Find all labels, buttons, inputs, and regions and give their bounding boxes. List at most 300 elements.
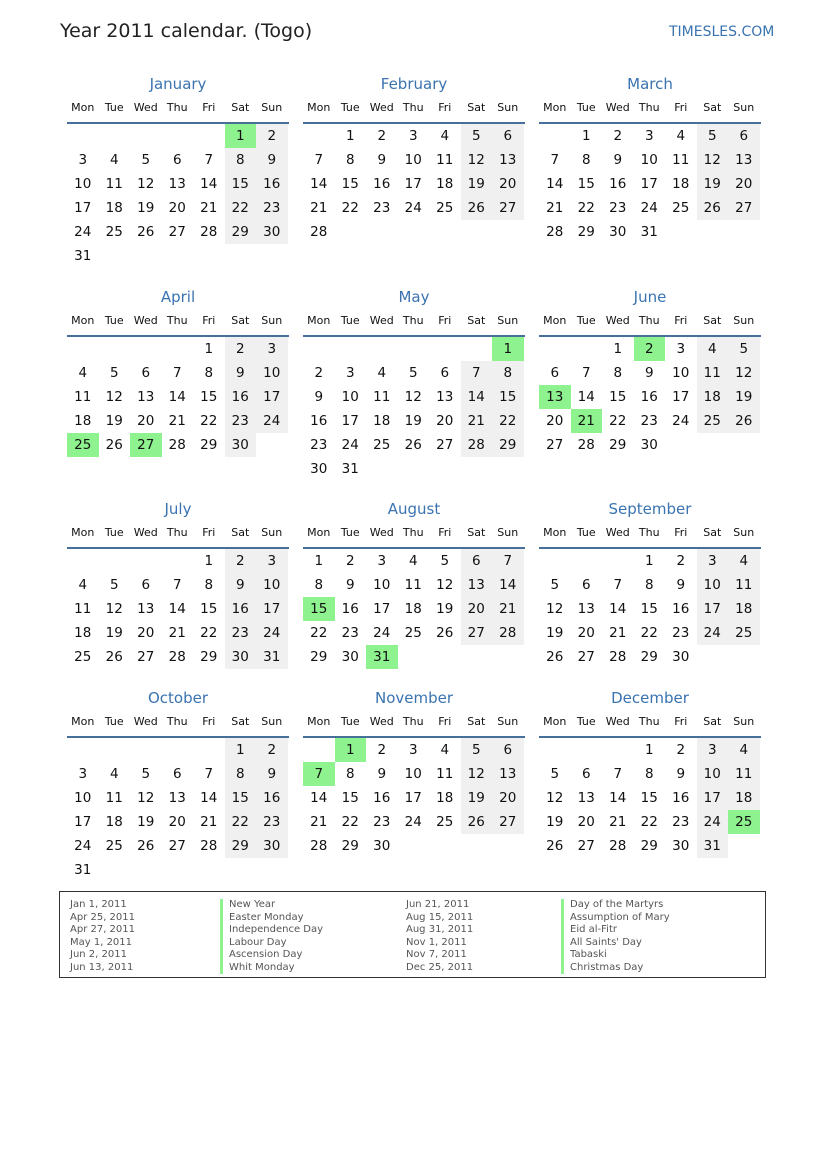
day-cell: 25 <box>697 409 729 433</box>
day-cell: 28 <box>200 224 218 240</box>
legend-dates-left <box>70 899 135 974</box>
weekday-label: Tue <box>104 314 124 327</box>
month-name: December <box>611 689 689 707</box>
day-cell: 16 <box>672 790 690 806</box>
day-cell: 14 <box>492 573 524 597</box>
weekday-label: Thu <box>166 314 188 327</box>
day-cell: 8 <box>225 148 257 172</box>
day-cell: 27 <box>436 437 454 453</box>
empty-cell <box>539 738 571 762</box>
weekday-label: Mon <box>543 101 567 114</box>
legend-date: Dec 25, 2011 <box>406 961 474 973</box>
empty-cell <box>539 549 571 573</box>
weekday-label: Sat <box>231 314 250 327</box>
day-cell: 2 <box>225 337 257 361</box>
weekday-label: Wed <box>133 101 158 114</box>
weekday-label: Fri <box>438 715 452 728</box>
day-cell: 29 <box>341 838 359 854</box>
weekday-label: Wed <box>369 314 394 327</box>
weekday-label: Wed <box>369 526 394 539</box>
weekday-label: Sun <box>261 101 283 114</box>
day-cell: 14 <box>546 176 564 192</box>
day-cell: 24 <box>373 625 391 641</box>
legend-date: Apr 27, 2011 <box>70 924 136 935</box>
day-cell: 21 <box>200 200 218 216</box>
day-cell: 8 <box>204 577 214 593</box>
weekday-label: Sun <box>733 314 755 327</box>
weekday-label: Thu <box>638 101 660 114</box>
empty-cell <box>67 124 99 148</box>
weekday-label: Tue <box>340 715 360 728</box>
weekday-label: Fri <box>674 101 688 114</box>
weekday-label: Sun <box>497 715 519 728</box>
day-cell: 7 <box>204 766 214 782</box>
day-cell: 2 <box>314 365 324 381</box>
day-cell: 4 <box>676 128 686 144</box>
day-cell: 16 <box>341 601 359 617</box>
day-cell: 21 <box>168 625 186 641</box>
day-cell: 2 <box>676 742 686 758</box>
weekday-header <box>539 311 761 337</box>
weekday-label: Sat <box>467 715 486 728</box>
day-grid <box>303 124 525 244</box>
day-cell: 30 <box>672 838 690 854</box>
day-cell: 11 <box>728 762 760 786</box>
day-cell: 18 <box>105 200 123 216</box>
day-cell: 20 <box>168 814 186 830</box>
day-cell: 24 <box>697 621 729 645</box>
day-cell: 3 <box>377 553 387 569</box>
weekday-label: Mon <box>71 101 95 114</box>
day-cell: 17 <box>697 786 729 810</box>
day-cell: 3 <box>256 549 288 573</box>
day-cell: 10 <box>341 389 359 405</box>
day-grid <box>67 337 289 457</box>
day-cell: 1 <box>644 553 654 569</box>
day-cell: 21 <box>609 814 627 830</box>
day-cell: 25 <box>672 200 690 216</box>
day-cell: 25 <box>105 838 123 854</box>
day-cell: 13 <box>492 148 524 172</box>
month-name: June <box>633 288 667 306</box>
day-cell: 10 <box>74 790 92 806</box>
month-december <box>539 686 761 858</box>
day-cell: 13 <box>137 389 155 405</box>
holiday-day-cell: 25 <box>728 810 760 834</box>
day-cell: 6 <box>581 766 591 782</box>
day-cell: 4 <box>109 766 119 782</box>
weekday-label: Wed <box>369 101 394 114</box>
weekday-label: Wed <box>133 314 158 327</box>
legend-date: Aug 15, 2011 <box>406 911 474 923</box>
day-grid <box>67 124 289 268</box>
day-cell: 27 <box>461 621 493 645</box>
day-cell: 24 <box>74 838 92 854</box>
day-cell: 14 <box>310 790 328 806</box>
day-cell: 12 <box>728 361 760 385</box>
holiday-day-cell: 1 <box>335 738 367 762</box>
day-cell: 11 <box>105 176 123 192</box>
month-name: October <box>147 689 209 707</box>
day-cell: 2 <box>256 738 288 762</box>
weekday-label: Sat <box>231 101 250 114</box>
day-cell: 1 <box>581 128 591 144</box>
day-cell: 12 <box>461 762 493 786</box>
day-cell: 8 <box>613 365 623 381</box>
weekday-label: Fri <box>438 526 452 539</box>
legend-holiday-name: Day of the Martyrs <box>561 899 670 912</box>
weekday-label: Sat <box>703 101 722 114</box>
weekday-label: Wed <box>369 715 394 728</box>
weekday-label: Fri <box>674 715 688 728</box>
day-cell: 8 <box>225 762 257 786</box>
empty-cell <box>366 337 398 361</box>
day-cell: 1 <box>613 341 623 357</box>
day-cell: 29 <box>200 437 218 453</box>
day-grid <box>303 549 525 669</box>
weekday-label: Mon <box>71 526 95 539</box>
weekday-label: Mon <box>71 715 95 728</box>
weekday-label: Fri <box>202 101 216 114</box>
empty-cell <box>303 738 335 762</box>
day-cell: 15 <box>225 172 257 196</box>
day-cell: 1 <box>204 341 214 357</box>
day-cell: 14 <box>461 385 493 409</box>
holiday-day-cell: 2 <box>634 337 666 361</box>
day-cell: 17 <box>256 597 288 621</box>
month-name: February <box>380 75 448 93</box>
day-cell: 16 <box>672 601 690 617</box>
day-cell: 28 <box>609 838 627 854</box>
day-cell: 14 <box>200 176 218 192</box>
legend-date: May 1, 2011 <box>70 936 133 948</box>
day-grid <box>67 549 289 669</box>
day-cell: 3 <box>676 341 686 357</box>
day-grid <box>303 738 525 858</box>
day-cell: 22 <box>609 413 627 429</box>
day-cell: 19 <box>546 625 564 641</box>
day-cell: 28 <box>168 649 186 665</box>
day-cell: 13 <box>436 389 454 405</box>
site-link[interactable]: TIMESLES.COM <box>669 24 775 40</box>
empty-cell <box>602 738 634 762</box>
legend-holiday-name: Easter Monday <box>220 912 323 925</box>
legend-names-right <box>561 899 670 974</box>
weekday-header <box>67 523 289 549</box>
day-cell: 25 <box>373 437 391 453</box>
month-september <box>539 497 761 669</box>
day-cell: 20 <box>577 625 595 641</box>
day-cell: 26 <box>728 409 760 433</box>
day-cell: 23 <box>672 814 690 830</box>
day-cell: 14 <box>310 176 328 192</box>
day-cell: 11 <box>672 152 690 168</box>
day-cell: 9 <box>345 577 355 593</box>
day-cell: 23 <box>341 625 359 641</box>
day-cell: 21 <box>461 409 493 433</box>
day-cell: 7 <box>581 365 591 381</box>
legend-holiday-name: Labour Day <box>220 937 323 950</box>
month-name: January <box>149 75 207 93</box>
weekday-label: Wed <box>605 715 630 728</box>
weekday-label: Thu <box>166 715 188 728</box>
weekday-label: Mon <box>307 715 331 728</box>
day-cell: 17 <box>373 601 391 617</box>
month-name: July <box>164 500 192 518</box>
weekday-label: Tue <box>104 526 124 539</box>
day-cell: 4 <box>109 152 119 168</box>
day-cell: 16 <box>310 413 328 429</box>
day-cell: 14 <box>609 790 627 806</box>
legend-names-left <box>220 899 323 974</box>
day-cell: 18 <box>728 597 760 621</box>
day-cell: 25 <box>404 625 422 641</box>
day-cell: 12 <box>436 577 454 593</box>
day-cell: 14 <box>200 790 218 806</box>
month-name: November <box>374 689 454 707</box>
day-cell: 4 <box>78 365 88 381</box>
day-cell: 4 <box>728 549 760 573</box>
day-cell: 21 <box>609 625 627 641</box>
day-cell: 5 <box>440 553 450 569</box>
day-cell: 10 <box>640 152 658 168</box>
day-cell: 17 <box>404 176 422 192</box>
day-cell: 31 <box>74 248 92 264</box>
day-cell: 18 <box>728 786 760 810</box>
day-cell: 24 <box>672 413 690 429</box>
weekday-label: Sun <box>497 526 519 539</box>
day-cell: 3 <box>697 549 729 573</box>
day-cell: 23 <box>609 200 627 216</box>
day-cell: 24 <box>404 814 422 830</box>
day-cell: 24 <box>697 810 729 834</box>
day-cell: 13 <box>492 762 524 786</box>
weekday-header <box>303 311 525 337</box>
weekday-label: Sun <box>733 526 755 539</box>
legend-holiday-name: Whit Monday <box>220 962 323 975</box>
day-cell: 15 <box>225 786 257 810</box>
weekday-header <box>67 311 289 337</box>
day-cell: 9 <box>613 152 623 168</box>
weekday-label: Sat <box>703 526 722 539</box>
day-cell: 7 <box>172 577 182 593</box>
day-cell: 12 <box>546 601 564 617</box>
day-grid <box>303 337 525 481</box>
day-cell: 10 <box>697 573 729 597</box>
day-cell: 10 <box>672 365 690 381</box>
holiday-day-cell: 15 <box>303 597 335 621</box>
month-october <box>67 686 289 882</box>
empty-cell <box>429 337 461 361</box>
day-cell: 6 <box>141 577 151 593</box>
weekday-label: Tue <box>576 101 596 114</box>
day-cell: 26 <box>436 625 454 641</box>
weekday-label: Wed <box>133 526 158 539</box>
day-cell: 16 <box>373 176 391 192</box>
weekday-header <box>67 712 289 738</box>
day-cell: 10 <box>256 361 288 385</box>
weekday-label: Sat <box>467 101 486 114</box>
day-cell: 7 <box>613 766 623 782</box>
day-cell: 15 <box>200 601 218 617</box>
day-cell: 15 <box>577 176 595 192</box>
day-cell: 13 <box>577 601 595 617</box>
holiday-day-cell: 25 <box>67 433 99 457</box>
day-cell: 25 <box>728 621 760 645</box>
day-cell: 7 <box>204 152 214 168</box>
legend-date: Nov 7, 2011 <box>406 949 467 960</box>
day-cell: 17 <box>640 176 658 192</box>
day-cell: 10 <box>404 766 422 782</box>
day-cell: 18 <box>105 814 123 830</box>
day-cell: 23 <box>373 814 391 830</box>
day-grid <box>539 738 761 858</box>
day-cell: 5 <box>408 365 418 381</box>
day-cell: 24 <box>404 200 422 216</box>
weekday-label: Sun <box>733 715 755 728</box>
day-cell: 31 <box>74 862 92 878</box>
day-cell: 5 <box>550 577 560 593</box>
day-cell: 23 <box>256 196 288 220</box>
day-cell: 29 <box>640 649 658 665</box>
legend-date: Jun 2, 2011 <box>70 949 127 960</box>
day-cell: 23 <box>225 409 257 433</box>
empty-cell <box>571 549 603 573</box>
day-cell: 28 <box>492 621 524 645</box>
day-cell: 9 <box>644 365 654 381</box>
empty-cell <box>398 337 430 361</box>
empty-cell <box>303 124 335 148</box>
day-cell: 17 <box>672 389 690 405</box>
empty-cell <box>461 337 493 361</box>
holiday-day-cell: 1 <box>225 124 257 148</box>
day-cell: 25 <box>436 200 454 216</box>
day-cell: 11 <box>436 766 454 782</box>
holiday-legend <box>59 891 766 978</box>
day-cell: 30 <box>256 834 288 858</box>
day-cell: 8 <box>345 766 355 782</box>
day-cell: 26 <box>461 196 493 220</box>
legend-date: Jan 1, 2011 <box>70 899 127 910</box>
day-cell: 27 <box>168 838 186 854</box>
day-cell: 9 <box>676 766 686 782</box>
month-name: April <box>160 288 196 306</box>
weekday-label: Tue <box>104 715 124 728</box>
month-june <box>539 285 761 457</box>
month-name: September <box>608 500 692 518</box>
empty-cell <box>130 337 162 361</box>
day-cell: 11 <box>373 389 391 405</box>
day-cell: 30 <box>310 461 328 477</box>
day-cell: 10 <box>404 152 422 168</box>
empty-cell <box>162 549 194 573</box>
day-cell: 6 <box>581 577 591 593</box>
day-cell: 3 <box>78 152 88 168</box>
day-cell: 26 <box>546 649 564 665</box>
legend-date: Jun 21, 2011 <box>406 899 470 910</box>
weekday-label: Mon <box>307 101 331 114</box>
empty-cell <box>67 549 99 573</box>
day-cell: 20 <box>137 625 155 641</box>
day-cell: 19 <box>105 625 123 641</box>
holiday-day-cell: 13 <box>539 385 571 409</box>
day-cell: 4 <box>697 337 729 361</box>
day-cell: 19 <box>697 172 729 196</box>
weekday-label: Mon <box>543 526 567 539</box>
weekday-header <box>67 98 289 124</box>
weekday-header <box>539 523 761 549</box>
day-cell: 21 <box>310 814 328 830</box>
day-cell: 31 <box>341 461 359 477</box>
day-cell: 25 <box>74 649 92 665</box>
day-cell: 23 <box>672 625 690 641</box>
day-cell: 31 <box>256 645 288 669</box>
day-cell: 1 <box>204 553 214 569</box>
day-cell: 23 <box>373 200 391 216</box>
day-cell: 5 <box>461 124 493 148</box>
day-cell: 19 <box>546 814 564 830</box>
weekday-label: Sat <box>703 715 722 728</box>
day-cell: 13 <box>461 573 493 597</box>
month-february <box>303 72 525 244</box>
day-cell: 19 <box>728 385 760 409</box>
day-cell: 12 <box>546 790 564 806</box>
day-cell: 6 <box>492 124 524 148</box>
weekday-label: Sat <box>467 526 486 539</box>
empty-cell <box>67 738 99 762</box>
day-cell: 11 <box>74 389 92 405</box>
weekday-label: Sun <box>497 101 519 114</box>
day-cell: 8 <box>492 361 524 385</box>
day-cell: 29 <box>310 649 328 665</box>
month-march <box>539 72 761 244</box>
day-cell: 23 <box>256 810 288 834</box>
day-cell: 22 <box>640 625 658 641</box>
day-cell: 6 <box>550 365 560 381</box>
holiday-day-cell: 21 <box>571 409 603 433</box>
empty-cell <box>99 738 131 762</box>
weekday-header <box>303 712 525 738</box>
weekday-label: Thu <box>638 715 660 728</box>
day-cell: 24 <box>341 437 359 453</box>
day-cell: 17 <box>256 385 288 409</box>
day-cell: 3 <box>644 128 654 144</box>
day-cell: 21 <box>200 814 218 830</box>
weekday-header <box>303 98 525 124</box>
day-cell: 11 <box>74 601 92 617</box>
empty-cell <box>303 337 335 361</box>
day-grid <box>67 738 289 882</box>
day-cell: 2 <box>377 128 387 144</box>
day-cell: 20 <box>168 200 186 216</box>
day-cell: 4 <box>78 577 88 593</box>
day-cell: 15 <box>640 790 658 806</box>
day-cell: 12 <box>137 790 155 806</box>
day-cell: 26 <box>404 437 422 453</box>
day-cell: 17 <box>341 413 359 429</box>
day-cell: 7 <box>492 549 524 573</box>
day-cell: 28 <box>310 838 328 854</box>
day-cell: 28 <box>546 224 564 240</box>
empty-cell <box>571 738 603 762</box>
day-cell: 23 <box>310 437 328 453</box>
day-cell: 9 <box>314 389 324 405</box>
day-cell: 13 <box>137 601 155 617</box>
holiday-day-cell: 1 <box>492 337 524 361</box>
day-cell: 28 <box>461 433 493 457</box>
day-cell: 19 <box>461 172 493 196</box>
day-cell: 25 <box>436 814 454 830</box>
